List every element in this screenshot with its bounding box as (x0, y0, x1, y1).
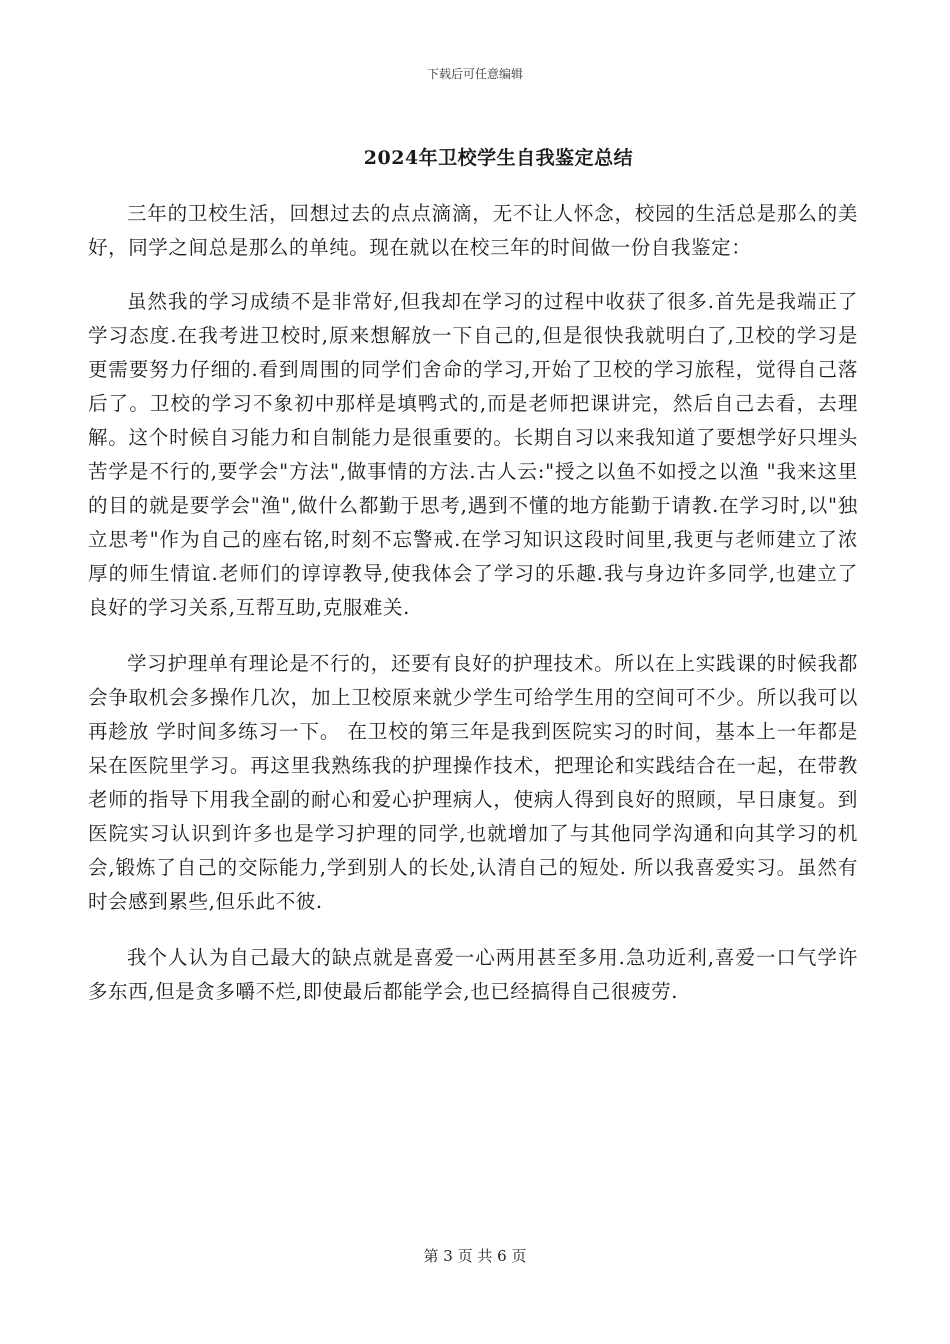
page-title: 2024年卫校学生自我鉴定总结 (363, 147, 634, 169)
paragraph-nursing-practice: 学习护理单有理论是不行的，还要有良好的护理技术。所以在上实践课的时候我都会争取机会多操作几次，加上卫校原来就少学生可给学生用的空间可不少。所以我可以再趁放 学时间多练习一下。 在卫校的第三年是我到医院实习的时间，基本上一年都是呆在医院里学习。再这里我熟练我的护理操作技术，把理论和实践结合在一起，在带教老师的指导下用我全副的耐心和爱心护理病人，使病人得到良好的照顾，早日康复。到医院实习认识到许多也是学习护理的同学,也就增加了与其他同学沟通和向其学习的机会,锻炼了自己的交际能力,学到别人的长处,认清自己的短处. 所以我喜爱实习。虽然有时会感到累些,但乐此不彼. (88, 652, 858, 913)
paragraph-study: 虽然我的学习成绩不是非常好,但我却在学习的过程中收获了很多.首先是我端正了学习态度.在我考进卫校时,原来想解放一下自己的,但是很快我就明白了,卫校的学习是更需要努力仔细的.看到周围的同学们舍命的学习,开始了卫校的学习旅程，觉得自己落后了。卫校的学习不象初中那样是填鸭式的,而是老师把课讲完，然后自己去看，去理解。这个时候自习能力和自制能力是很重要的。长期自习以来我知道了要想学好只埋头苦学是不行的,要学会"方法",做事情的方法.古人云:"授之以鱼不如授之以渔 "我来这里的目的就是要学会"渔",做什么都勤于思考,遇到不懂的地方能勤于请教.在学习时,以"独立思考"作为自己的座右铭,时刻不忘警戒.在学习知识这段时间里,我更与老师建立了浓厚的师生情谊.老师们的谆谆教导,使我体会了学习的乐趣.我与身边许多同学,也建立了良好的学习关系,互帮互助,克服难关. (88, 290, 858, 619)
document-body (88, 197, 858, 1029)
header-note: 下载后可任意编辑 (426, 67, 523, 81)
page-number: 第 3 页 共 6 页 (423, 1247, 527, 1265)
paragraph-intro: 三年的卫校生活，回想过去的点点滴滴，无不让人怀念，校园的生活总是那么的美好，同学之间总是那么的单纯。现在就以在校三年的时间做一份自我鉴定： (88, 202, 858, 259)
paragraph-shortcomings: 我个人认为自己最大的缺点就是喜爱一心两用甚至多用.急功近利,喜爱一口气学许多东西,但是贪多嚼不烂,即使最后都能学会,也已经搞得自己很疲劳. (88, 946, 858, 1003)
